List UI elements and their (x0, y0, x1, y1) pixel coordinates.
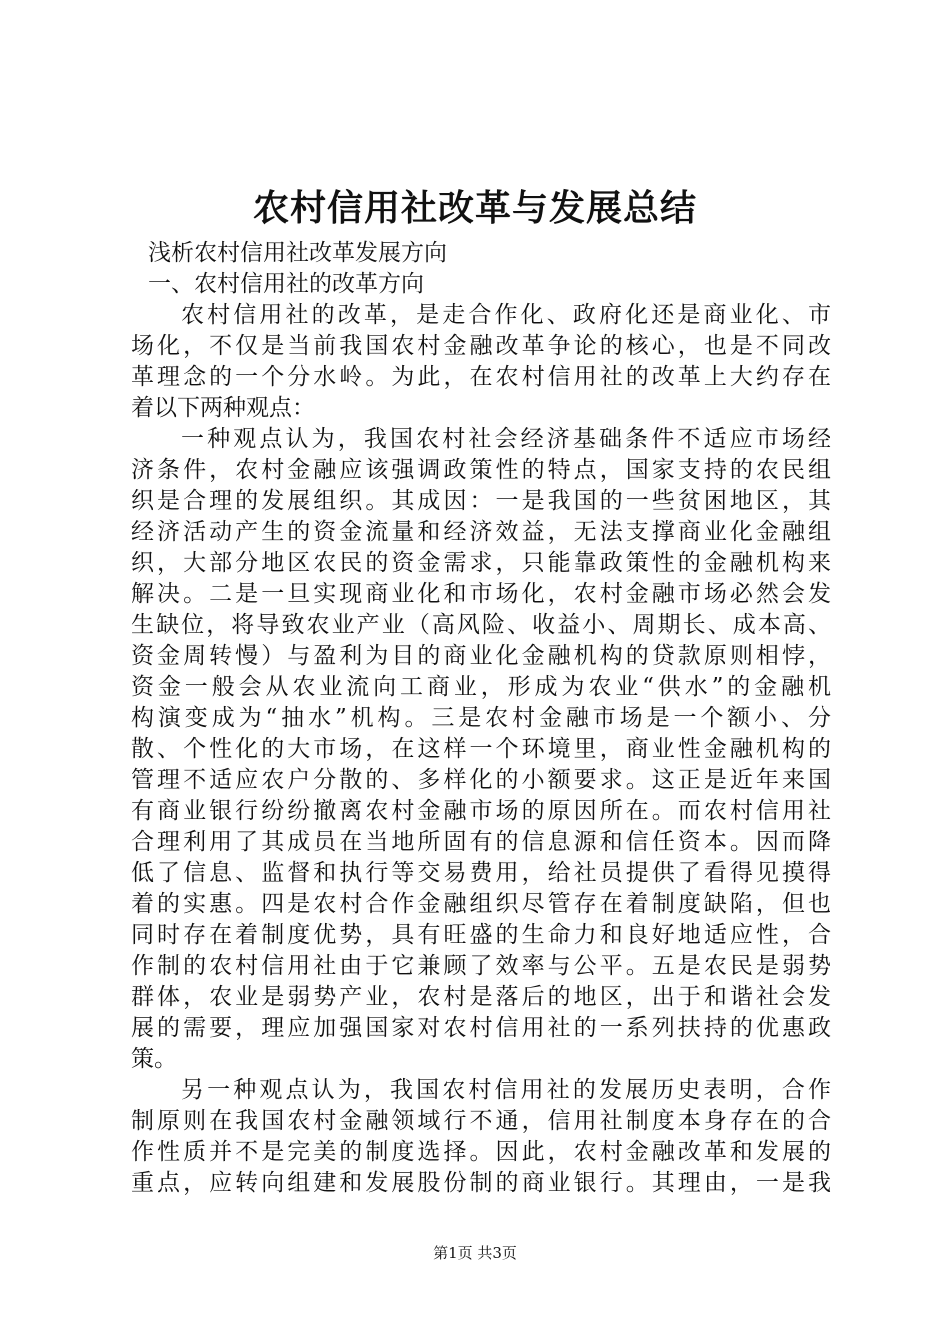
body-line: 策。 (131, 1046, 177, 1072)
body-line: 经济活动产生的资金流量和经济效益，无法支撑商业化金融组 (131, 519, 831, 545)
body-line: 济条件，农村金融应该强调政策性的特点，国家支持的农民组 (131, 457, 831, 483)
body-line: 资金周转慢）与盈利为目的商业化金融机构的贷款原则相悖， (131, 643, 831, 669)
body-line: 作性质并不是完美的制度选择。因此，农村金融改革和发展的 (131, 1139, 831, 1165)
body-line: 制原则在我国农村金融领域行不通，信用社制度本身存在的合 (131, 1108, 831, 1134)
body-line: 管理不适应农户分散的、多样化的小额要求。这正是近年来国 (131, 767, 831, 793)
body-line: 有商业银行纷纷撤离农村金融市场的原因所在。而农村信用社 (131, 798, 831, 824)
body-line: 织，大部分地区农民的资金需求，只能靠政策性的金融机构来 (131, 550, 831, 576)
body-line: 解决。二是一旦实现商业化和市场化，农村金融市场必然会发 (131, 581, 831, 607)
body-line: 构演变成为“抽水”机构。三是农村金融市场是一个额小、分 (131, 705, 831, 731)
body-line: 一种观点认为，我国农村社会经济基础条件不适应市场经 (181, 426, 831, 452)
body-line: 低了信息、监督和执行等交易费用，给社员提供了看得见摸得 (131, 860, 831, 886)
body-line: 生缺位，将导致农业产业（高风险、收益小、周期长、成本高、 (131, 612, 831, 638)
body-line: 另一种观点认为，我国农村信用社的发展历史表明，合作 (181, 1077, 831, 1103)
body-line: 作制的农村信用社由于它兼顾了效率与公平。五是农民是弱势 (131, 953, 831, 979)
body-line: 着以下两种观点： (131, 395, 315, 421)
body-line: 群体，农业是弱势产业，农村是落后的地区，出于和谐社会发 (131, 984, 831, 1010)
body-line: 织是合理的发展组织。其成因：一是我国的一些贫困地区，其 (131, 488, 831, 514)
page-footer: 第1页 共3页 (433, 1244, 517, 1262)
body-line: 着的实惠。四是农村合作金融组织尽管存在着制度缺陷，但也 (131, 891, 831, 917)
body-line: 场化，不仅是当前我国农村金融改革争论的核心，也是不同改 (131, 333, 831, 359)
body-line: 同时存在着制度优势，具有旺盛的生命力和良好地适应性，合 (131, 922, 831, 948)
body-line: 浅析农村信用社改革发展方向 (148, 240, 447, 266)
body-line: 农村信用社的改革，是走合作化、政府化还是商业化、市 (181, 302, 831, 328)
body-line: 散、个性化的大市场，在这样一个环境里，商业性金融机构的 (131, 736, 831, 762)
body-line: 革理念的一个分水岭。为此，在农村信用社的改革上大约存在 (131, 364, 831, 390)
body-line: 重点，应转向组建和发展股份制的商业银行。其理由，一是我 (131, 1170, 831, 1196)
document-title: 农村信用社改革与发展总结 (252, 187, 697, 229)
body-line: 展的需要，理应加强国家对农村信用社的一系列扶持的优惠政 (131, 1015, 831, 1041)
body-line: 一、农村信用社的改革方向 (148, 271, 424, 297)
body-line: 资金一般会从农业流向工商业，形成为农业“供水”的金融机 (131, 674, 831, 700)
document-body (131, 238, 831, 1199)
body-line: 合理利用了其成员在当地所固有的信息源和信任资本。因而降 (131, 829, 831, 855)
